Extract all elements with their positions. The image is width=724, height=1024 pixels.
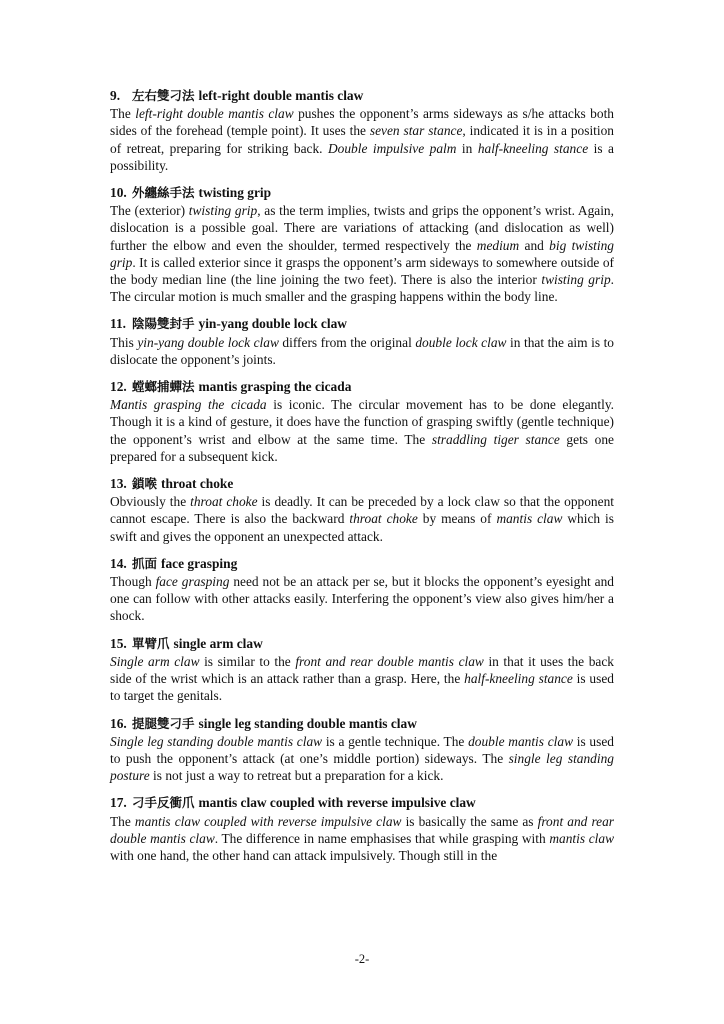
paragraph-text: in that it uses the back side of the wrist which is an attack rather than a grasp. Here, the — [110, 653, 614, 687]
section-17 — [110, 794, 614, 864]
section-paragraph — [110, 105, 614, 174]
paragraph-text: which is swift and gives the opponent an unexpected attack. — [110, 511, 614, 544]
section-15 — [110, 635, 614, 705]
section-heading — [110, 315, 614, 332]
technique-term: face grasping — [155, 574, 230, 590]
section-chinese-title: 單臂爪 — [132, 635, 170, 651]
section-10 — [110, 184, 614, 305]
section-number: 11. — [110, 316, 126, 332]
section-number: 13. — [110, 476, 127, 492]
technique-term: twisting grip — [541, 272, 611, 288]
paragraph-text: is used to push the opponent’s attack (at one’s middle portion) sideways. The — [110, 733, 614, 766]
section-heading — [110, 555, 614, 572]
paragraph-text: The (exterior) — [110, 203, 189, 219]
section-title: face grasping — [161, 555, 238, 571]
paragraph-text: need not be an attack per se, but it blocks the opponent’s eyesight and one can follow with other attacks easily. Interfering the opponent’s view also gives him/her a shock. — [110, 574, 614, 624]
page-number: -2- — [354, 952, 370, 966]
section-title: throat choke — [161, 476, 234, 492]
paragraph-text: in that the aim is to dislocate the opponent’s joints. — [110, 334, 615, 367]
section-number: 9. — [110, 88, 121, 103]
technique-term: half-kneeling stance — [477, 140, 589, 156]
paragraph-text: in — [456, 140, 478, 156]
technique-term: double lock claw — [415, 334, 507, 350]
paragraph-text: Though — [110, 574, 156, 590]
paragraph-text: is a gentle technique. The — [322, 733, 469, 749]
technique-term: Single arm claw — [110, 653, 200, 669]
technique-term: throat choke — [349, 511, 418, 527]
section-16 — [110, 715, 614, 785]
section-chinese-title: 鎖喉 — [132, 476, 158, 492]
section-13 — [110, 475, 614, 545]
section-chinese-title: 左右雙刁法 — [132, 88, 195, 103]
section-number: 17. — [110, 795, 127, 811]
section-number: 10. — [110, 185, 127, 201]
section-heading — [110, 794, 614, 811]
paragraph-text: , as the term implies, twists and grips the opponent’s wrist. Again, dislocation is a possible goal. There are variations of attacking (and dislocation as well) further the elbow and even the shoulder, termed respectively the — [110, 203, 614, 253]
paragraph-text: Obviously the — [110, 494, 191, 510]
section-title: single leg standing double mantis claw — [198, 715, 417, 731]
section-paragraph — [110, 653, 614, 705]
technique-term: mantis claw coupled with reverse impulsive claw — [134, 813, 402, 829]
paragraph-text: This — [110, 334, 138, 350]
paragraph-text: by means of — [417, 511, 497, 527]
paragraph-text: is iconic. The circular movement has to be done elegantly. Though it is a kind of gesture, it does have the function of grasping swiftly (gentle technique) the opponent’s wrist and elbow at the same time. The — [110, 397, 614, 447]
paragraph-text: . The difference in name emphasises that while grasping with — [214, 830, 550, 846]
technique-term: Mantis grasping the cicada — [110, 397, 267, 413]
section-title: twisting grip — [198, 185, 272, 201]
technique-term: single leg standing posture — [110, 750, 614, 784]
section-11 — [110, 315, 614, 368]
section-chinese-title: 提腿雙刁手 — [132, 715, 195, 731]
section-number: 15. — [110, 635, 127, 651]
paragraph-text: and — [519, 237, 550, 253]
section-title: single arm claw — [173, 635, 263, 651]
section-heading — [110, 635, 614, 652]
document-body — [110, 87, 614, 874]
paragraph-text: is similar to the — [199, 653, 296, 669]
technique-term: throat choke — [190, 494, 258, 510]
paragraph-text: is a possibility. — [110, 140, 614, 173]
technique-term: Double impulsive palm — [327, 140, 457, 156]
technique-term: half-kneeling stance — [464, 671, 573, 687]
paragraph-text: is not just a way to retreat but a preparation for a kick. — [149, 768, 444, 784]
technique-term: mantis claw — [549, 830, 614, 846]
section-title: mantis grasping the cicada — [198, 379, 352, 395]
section-paragraph — [110, 334, 614, 368]
section-12 — [110, 378, 614, 465]
paragraph-text: with one hand, the other hand can attack impulsively. Though still in the — [110, 847, 498, 863]
technique-term: left-right double mantis claw — [135, 106, 294, 122]
technique-term: yin-yang double lock claw — [137, 334, 279, 350]
section-heading — [110, 184, 614, 201]
section-chinese-title: 刁手反衝爪 — [132, 795, 195, 811]
paragraph-text: gets one prepared for a subsequent kick. — [110, 431, 614, 464]
section-paragraph — [110, 396, 614, 465]
technique-term: front and rear double mantis claw — [110, 813, 615, 846]
paragraph-text: . The circular motion is much smaller and the grasping happens within the body line. — [110, 272, 614, 305]
paragraph-text: . It is called exterior since it grasps the opponent’s arm sideways to somewhere outside of the body median line (the line joining the two feet). There is also the interior — [110, 254, 614, 288]
section-chinese-title: 螳螂捕蟬法 — [132, 379, 195, 395]
technique-term: front and rear double mantis claw — [295, 653, 484, 669]
section-heading — [110, 475, 614, 492]
section-title: left-right double mantis claw — [198, 88, 364, 103]
paragraph-text: is deadly. It can be preceded by a lock claw so that the opponent cannot escape. There is also the backward — [110, 494, 614, 527]
section-chinese-title: 外纏絲手法 — [132, 185, 195, 201]
section-paragraph — [110, 493, 614, 545]
technique-term: seven star stance — [369, 123, 463, 139]
technique-term: Single leg standing double mantis claw — [110, 733, 323, 749]
section-9 — [110, 87, 614, 174]
section-paragraph — [110, 733, 614, 785]
section-paragraph — [110, 573, 614, 625]
paragraph-text: is basically the same as — [401, 813, 538, 829]
technique-term: mantis claw — [496, 511, 563, 527]
section-chinese-title: 陰陽雙封手 — [132, 316, 195, 332]
paragraph-text: The — [110, 106, 136, 122]
technique-term: big twisting grip — [110, 237, 614, 270]
technique-term: straddling tiger stance — [431, 431, 560, 447]
technique-term: twisting grip — [188, 203, 258, 219]
section-title: yin-yang double lock claw — [198, 316, 347, 332]
section-heading — [110, 378, 614, 395]
paragraph-text: pushes the opponent’s arms sideways as s/he attacks both sides of the forehead (temple point). It uses the — [110, 106, 614, 139]
section-chinese-title: 抓面 — [132, 555, 158, 571]
section-paragraph — [110, 813, 614, 865]
section-number: 12. — [110, 379, 127, 395]
section-title: mantis claw coupled with reverse impulsive claw — [198, 795, 476, 811]
paragraph-text: The — [110, 813, 135, 829]
section-heading — [110, 715, 614, 732]
section-paragraph — [110, 202, 614, 305]
section-heading — [110, 87, 614, 104]
section-number: 14. — [110, 555, 127, 571]
technique-term: medium — [476, 237, 520, 253]
paragraph-text: differs from the original — [278, 334, 416, 350]
section-14 — [110, 555, 614, 625]
technique-term: double mantis claw — [468, 733, 574, 749]
paragraph-text: is used to target the genitals. — [110, 671, 614, 704]
paragraph-text: , indicated it is in a position of retreat, preparing for striking back. — [110, 123, 614, 156]
section-number: 16. — [110, 715, 127, 731]
